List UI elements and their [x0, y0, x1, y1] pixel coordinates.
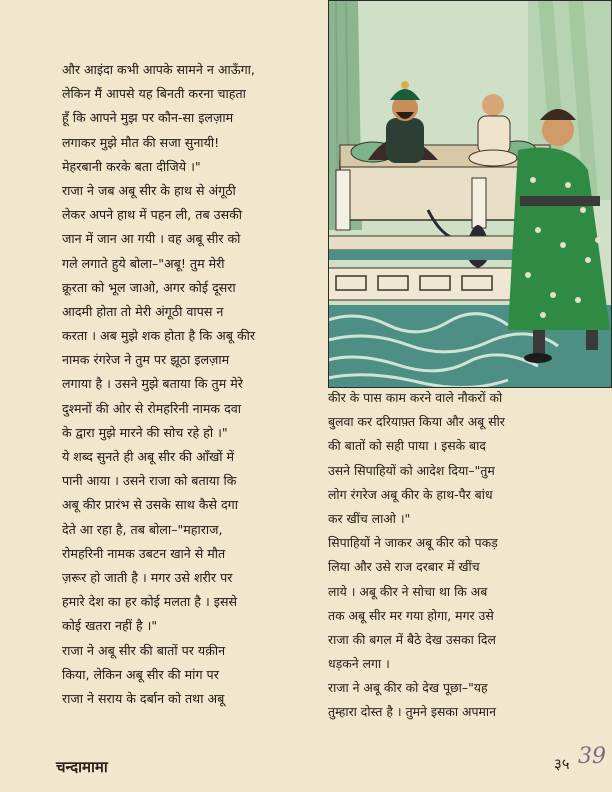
text-line: लोग रंगरेज अबू कीर के हाथ-पैर बांध [328, 486, 493, 502]
text-line: कीर के पास काम करने वाले नौकरों को [328, 390, 503, 405]
text-line: ये शब्द सुनते ही अबू सीर की आँखों में [62, 449, 235, 464]
text-line: कर खींच लाओ ।" [328, 510, 411, 526]
handwritten-page-number: 39 [578, 744, 606, 769]
text-line: राजा की बगल में बैठे देख उसका दिल [328, 631, 496, 647]
right-text-column [328, 386, 582, 725]
text-line: हमारे देश का हर कोई मलता है । इससे [62, 594, 237, 610]
text-line: राजा ने जब अबू सीर के हाथ से अंगूठी [62, 182, 236, 198]
magazine-title: चन्दामामा [56, 758, 108, 776]
text-line: राजा ने अबू सीर की बातों पर यक़ीन [62, 642, 226, 658]
text-line: लिया और उसे राज दरबार में खींच [328, 559, 480, 575]
text-line: के द्वारा मुझे मारने की सोच रहे हो ।" [62, 424, 228, 440]
text-line: राजा ने अबू कीर को देख पूछा–"यह [328, 680, 488, 696]
text-line: राजा ने सराय के दर्बान को तथा अबू [62, 690, 225, 706]
text-line: उसने सिपाहियों को आदेश दिया–"तुम [328, 462, 495, 478]
text-line: बुलवा कर दरियाफ़्त किया और अबू सीर [328, 414, 505, 430]
text-line: हूँ कि आपने मुझ पर कौन-सा इलज़ाम [62, 110, 234, 126]
abu-sir-figure [482, 94, 504, 116]
text-line: कोई खतरा नहीं है ।" [62, 618, 158, 634]
text-line: लगाया है । उसने मुझे बताया कि तुम मेरे [62, 376, 243, 392]
text-line: जान में जान आ गयी । वह अबू सीर को [62, 231, 241, 247]
text-line: रोमहरिनी नामक उबटन खाने से मौत [62, 545, 226, 561]
text-line: लेकर अपने हाथ में पहन ली, तब उसकी [62, 207, 243, 223]
text-line: अबू कीर प्रारंभ से उसके साथ कैसे दगा [62, 497, 238, 513]
text-line: देते आ रहा है, तब बोला–"महाराज, [62, 521, 223, 537]
text-line: लेकिन मैं आपसे यह बिनती करना चाहता [62, 86, 246, 102]
text-line: लाये । अबू कीर ने सोचा था कि अब [328, 583, 488, 599]
page-number: ३५ [554, 755, 570, 773]
text-line: किया, लेकिन अबू सीर की मांग पर [62, 666, 219, 682]
text-line: धड़कने लगा । [328, 656, 390, 672]
text-line: गले लगाते हुये बोला–"अबू! तुम मेरी [62, 255, 225, 271]
text-line: ज़रूर हो जाती है । मगर उसे शरीर पर [62, 569, 233, 585]
text-line: दुश्मनों की ओर से रोमहरिनी नामक दवा [62, 400, 242, 416]
text-line: की बातों को सही पाया । इसके बाद [328, 438, 486, 454]
text-line: क्रूरता को भूल जाओ, अगर कोई दूसरा [62, 279, 236, 295]
text-line: और आइंदा कभी आपके सामने न आऊँगा, [62, 62, 255, 77]
text-line: करता । अब मुझे शक होता है कि अबू कीर [62, 328, 256, 344]
left-text-column [62, 58, 318, 711]
text-line: तक अबू सीर मर गया होगा, मगर उसे [328, 607, 494, 623]
text-line: तुम्हारा दोस्त है । तुमने इसका अपमान [328, 704, 496, 720]
text-line: मेहरबानी करके बता दीजिये ।" [62, 158, 201, 174]
text-line: नामक रंगरेज ने तुम पर झूठा इलज़ाम [62, 352, 230, 368]
text-line: सिपाहियों ने जाकर अबू कीर को पकड़ [328, 535, 498, 551]
text-line: आदमी होता तो मेरी अंगूठी वापस न [62, 303, 224, 319]
story-illustration [328, 0, 612, 388]
text-line: लगाकर मुझे मौत की सजा सुनायी! [62, 134, 220, 150]
text-line: पानी आया । उसने राजा को बताया कि [62, 473, 237, 489]
